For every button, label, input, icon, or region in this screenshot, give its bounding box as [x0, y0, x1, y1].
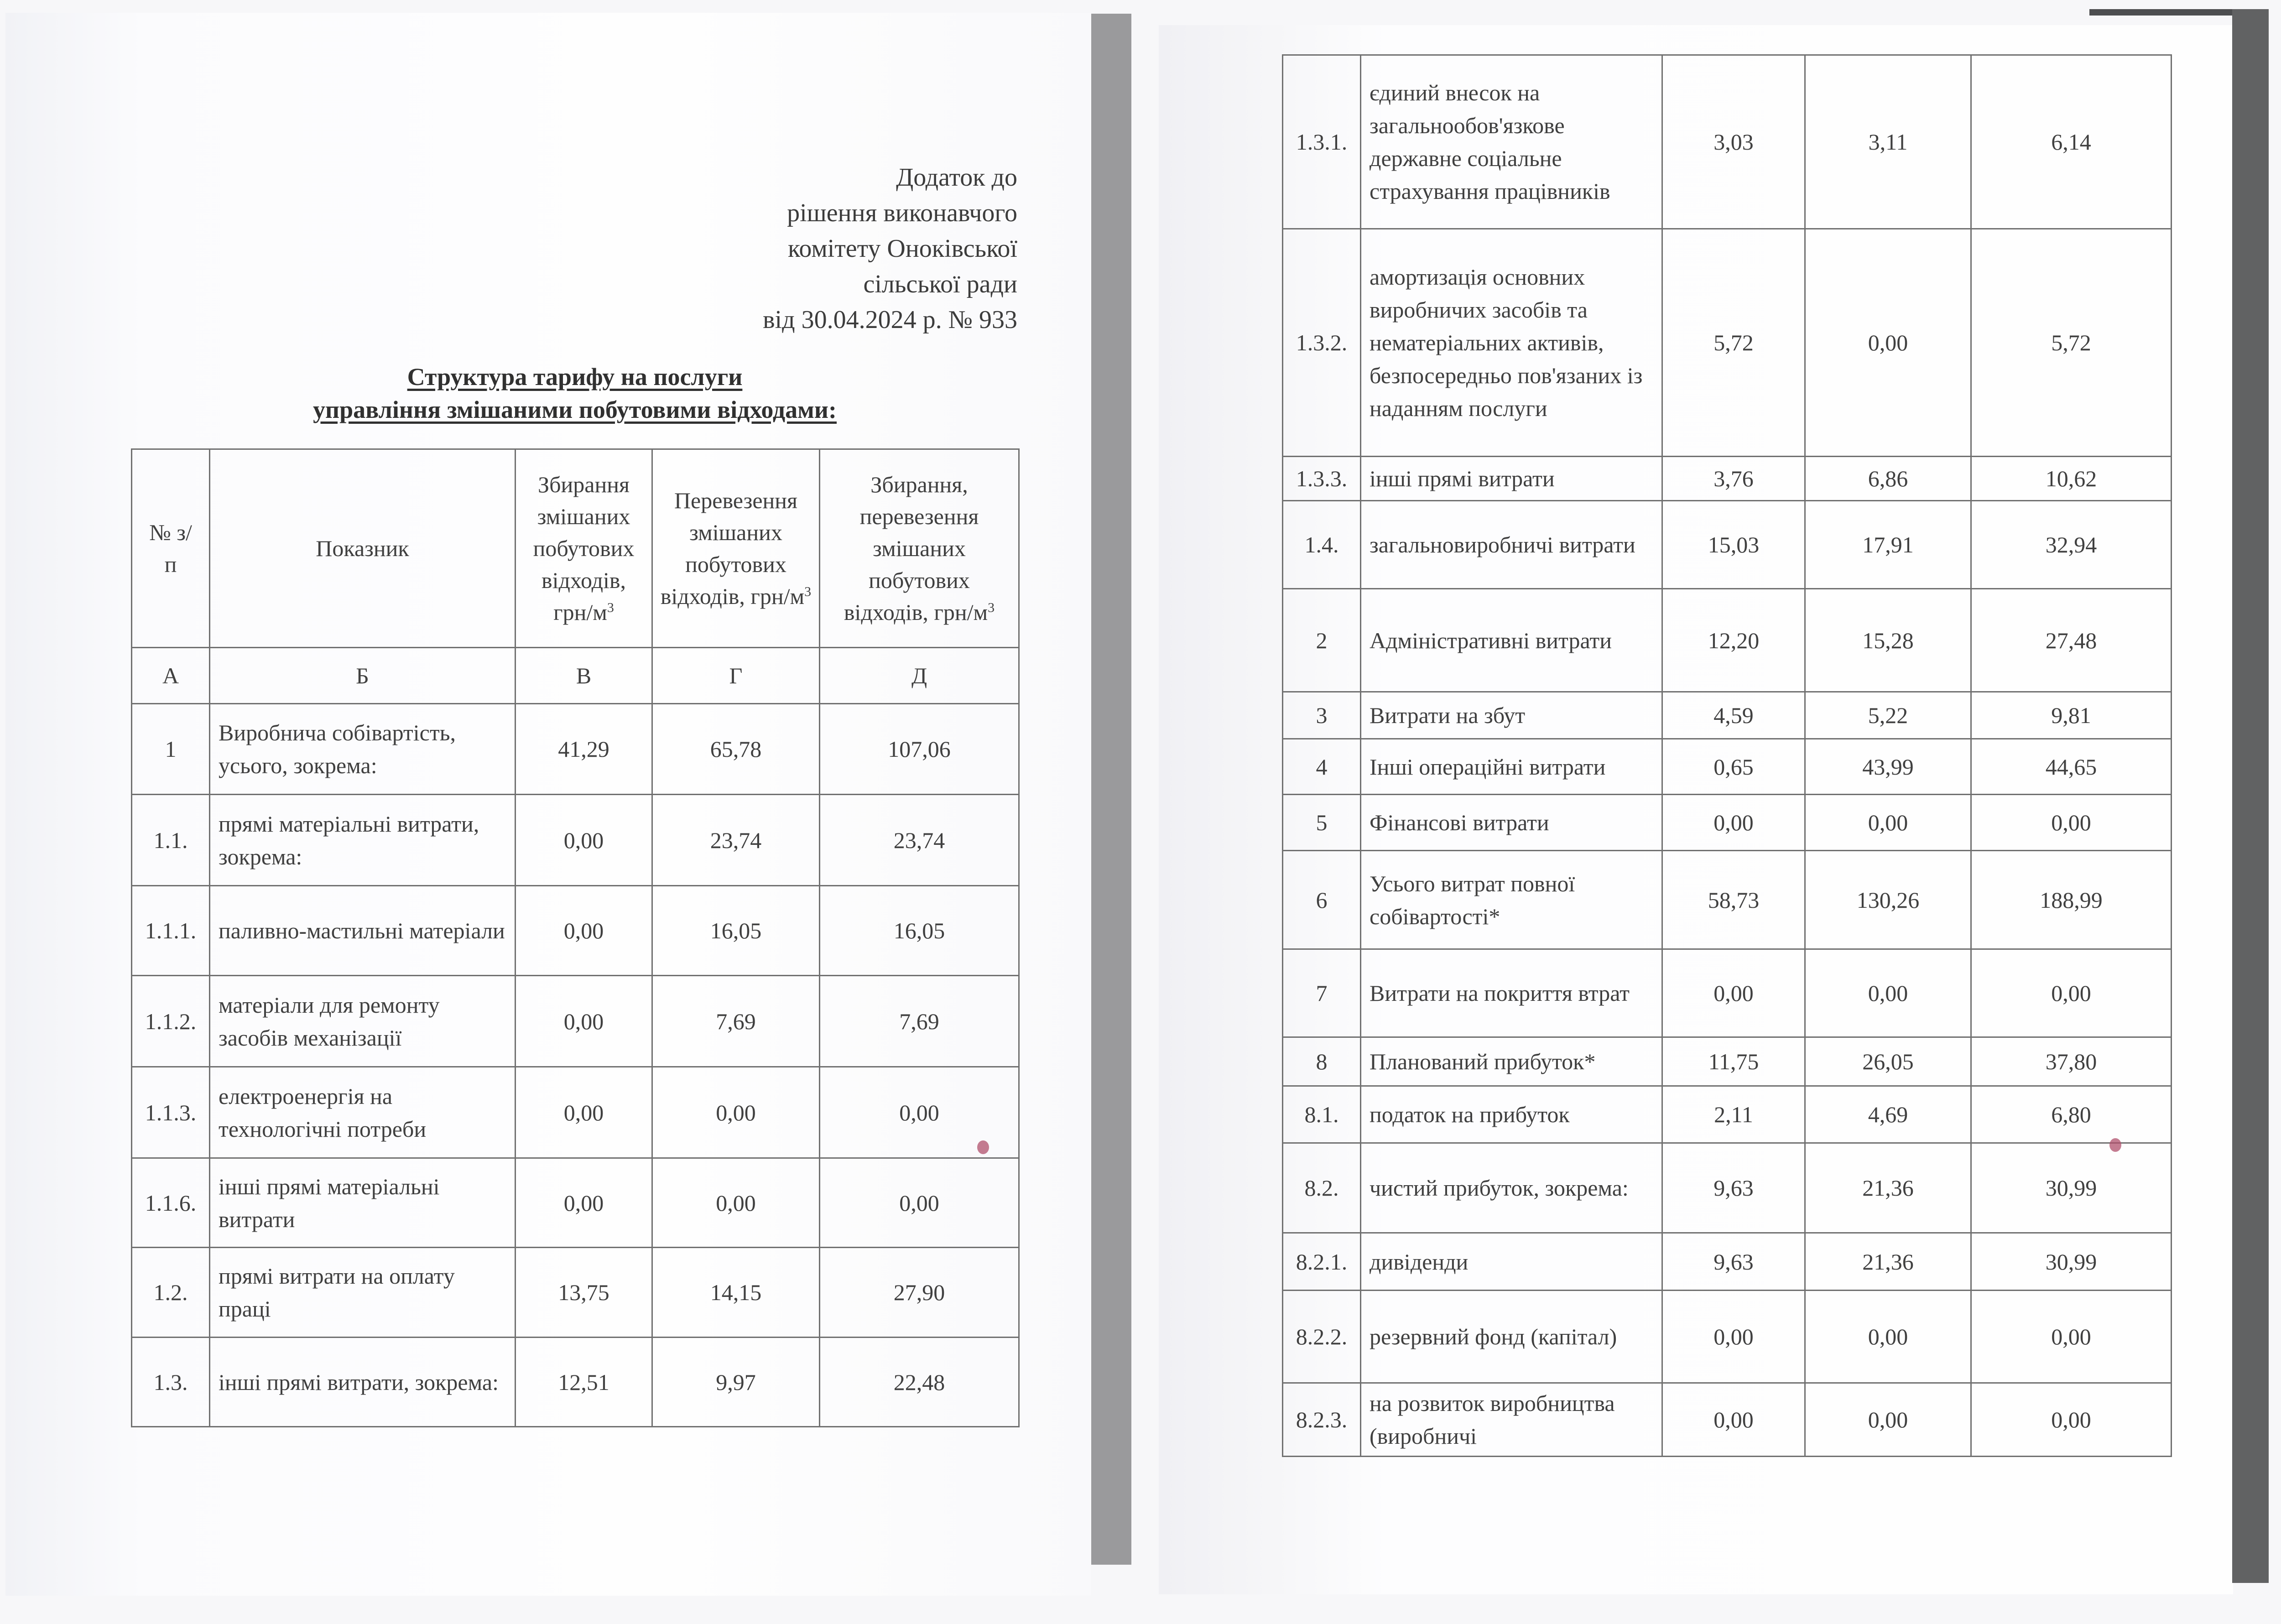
row-indicator: єдиний внесок на загальнообов'язкове державне соціальне страхування працівників [1361, 55, 1662, 229]
value-total: 0,00 [1971, 795, 2172, 851]
header-row [132, 449, 1019, 648]
value-total: 0,00 [820, 1158, 1019, 1248]
value-total: 5,72 [1971, 229, 2172, 457]
row-indicator: чистий прибуток, зокрема: [1361, 1143, 1662, 1233]
row-number: 1.2. [132, 1248, 210, 1338]
table-row [1283, 457, 2172, 501]
value-collection: 3,03 [1662, 55, 1805, 229]
value-collection: 12,20 [1662, 589, 1805, 692]
row-indicator: амортизація основних виробничих засобів та нематеріальних активів, безпосередньо пов'язаних із наданням послуги [1361, 229, 1662, 457]
value-total: 10,62 [1971, 457, 2172, 501]
value-collection: 4,59 [1662, 692, 1805, 739]
header-transportation: Перевезення змішаних побутових відходів, грн/$м^3$ [652, 449, 820, 648]
value-total: 37,80 [1971, 1037, 2172, 1086]
row-indicator: на розвиток виробництва (виробничі [1361, 1383, 1662, 1457]
row-number: 1.3.2. [1283, 229, 1361, 457]
row-indicator: Виробнича собівартість, усього, зокрема: [210, 704, 516, 795]
row-indicator: Фінансові витрати [1361, 795, 1662, 851]
value-total: 7,69 [820, 976, 1019, 1067]
table-row [1283, 949, 2172, 1037]
value-transportation: 7,69 [652, 976, 820, 1067]
row-number: 8.2.1. [1283, 1233, 1361, 1291]
row-number: 8.2.3. [1283, 1383, 1361, 1457]
value-total: 27,48 [1971, 589, 2172, 692]
table-row [1283, 692, 2172, 739]
value-transportation: 130,26 [1805, 851, 1971, 949]
row-indicator: інші прямі витрати [1361, 457, 1662, 501]
row-number: 8.2. [1283, 1143, 1361, 1233]
value-transportation: 0,00 [1805, 795, 1971, 851]
value-transportation: 0,00 [1805, 949, 1971, 1037]
value-collection: 0,00 [516, 795, 652, 886]
row-number: 8 [1283, 1037, 1361, 1086]
value-total: 0,00 [1971, 1291, 2172, 1383]
row-indicator: прямі матеріальні витрати, зокрема: [210, 795, 516, 886]
value-transportation: 43,99 [1805, 739, 1971, 795]
row-indicator: Усього витрат повної собівартості* [1361, 851, 1662, 949]
header-indicator: Показник [210, 449, 516, 648]
value-collection: 3,76 [1662, 457, 1805, 501]
table-row [132, 704, 1019, 795]
header-num: № з/п [132, 449, 210, 648]
value-total: 0,00 [1971, 1383, 2172, 1457]
table-row [1283, 1291, 2172, 1383]
value-transportation: 5,22 [1805, 692, 1971, 739]
value-total: 32,94 [1971, 501, 2172, 589]
value-transportation: 23,74 [652, 795, 820, 886]
row-indicator: прямі витрати на оплату праці [210, 1248, 516, 1338]
value-transportation: 6,86 [1805, 457, 1971, 501]
value-transportation: 26,05 [1805, 1037, 1971, 1086]
row-indicator: дивіденди [1361, 1233, 1662, 1291]
row-number: 2 [1283, 589, 1361, 692]
value-collection: 0,00 [1662, 1383, 1805, 1457]
row-number: 4 [1283, 739, 1361, 795]
row-indicator: інші прямі матеріальні витрати [210, 1158, 516, 1248]
table-row [1283, 1037, 2172, 1086]
row-indicator: електроенергія на технологічні потреби [210, 1067, 516, 1158]
value-total: 0,00 [1971, 949, 2172, 1037]
value-total: 188,99 [1971, 851, 2172, 949]
row-indicator: інші прямі витрати, зокрема: [210, 1338, 516, 1427]
value-collection: 12,51 [516, 1338, 652, 1427]
right-page-edge-shadow [2232, 9, 2269, 1583]
appendix-line: від 30.04.2024 р. № 933 [763, 306, 1017, 334]
value-total: 6,14 [1971, 55, 2172, 229]
value-total: 30,99 [1971, 1143, 2172, 1233]
document-title [255, 360, 894, 426]
value-collection: 0,00 [516, 1067, 652, 1158]
title-line-2: управління змішаними побутовими відходами: [312, 396, 837, 423]
value-collection: 9,63 [1662, 1143, 1805, 1233]
row-number: 6 [1283, 851, 1361, 949]
row-number: 1 [132, 704, 210, 795]
value-total: 107,06 [820, 704, 1019, 795]
value-transportation: 14,15 [652, 1248, 820, 1338]
table-row [1283, 501, 2172, 589]
table-row [132, 886, 1019, 976]
row-number: 1.3. [132, 1338, 210, 1427]
table-row [132, 795, 1019, 886]
column-letter: Г [652, 648, 820, 704]
row-indicator: Витрати на збут [1361, 692, 1662, 739]
table-row [1283, 795, 2172, 851]
title-line-1: Структура тарифу на послуги [407, 363, 743, 390]
value-collection: 5,72 [1662, 229, 1805, 457]
table-row [1283, 229, 2172, 457]
value-collection: 9,63 [1662, 1233, 1805, 1291]
row-number: 5 [1283, 795, 1361, 851]
row-indicator: Адміністративні витрати [1361, 589, 1662, 692]
value-transportation: 65,78 [652, 704, 820, 795]
row-indicator: паливно-мастильні матеріали [210, 886, 516, 976]
value-total: 22,48 [820, 1338, 1019, 1427]
value-collection: 2,11 [1662, 1086, 1805, 1143]
value-transportation: 0,00 [1805, 229, 1971, 457]
value-transportation: 0,00 [652, 1158, 820, 1248]
appendix-line: комітету Оноківської [788, 234, 1017, 263]
value-transportation: 0,00 [1805, 1383, 1971, 1457]
row-indicator: Інші операційні витрати [1361, 739, 1662, 795]
row-number: 1.3.3. [1283, 457, 1361, 501]
row-indicator: Планований прибуток* [1361, 1037, 1662, 1086]
value-collection: 0,00 [516, 886, 652, 976]
table-row [1283, 589, 2172, 692]
value-total: 30,99 [1971, 1233, 2172, 1291]
tariff-table-part-2 [1282, 54, 2172, 1457]
table-row [1283, 1086, 2172, 1143]
row-indicator: резервний фонд (капітал) [1361, 1291, 1662, 1383]
value-total: 16,05 [820, 886, 1019, 976]
value-collection: 0,00 [1662, 1291, 1805, 1383]
header-collection-transportation: Збирання, перевезення змішаних побутових відходів, грн/$м^3$ [820, 449, 1019, 648]
row-number: 1.1.1. [132, 886, 210, 976]
row-number: 7 [1283, 949, 1361, 1037]
value-total: 44,65 [1971, 739, 2172, 795]
value-transportation: 21,36 [1805, 1233, 1971, 1291]
value-transportation: 21,36 [1805, 1143, 1971, 1233]
value-transportation: 9,97 [652, 1338, 820, 1427]
value-collection: 0,00 [516, 1158, 652, 1248]
value-total: 27,90 [820, 1248, 1019, 1338]
row-number: 1.1.3. [132, 1067, 210, 1158]
row-number: 1.1.2. [132, 976, 210, 1067]
appendix-line: Додаток до [896, 163, 1017, 192]
table-row [1283, 851, 2172, 949]
row-number: 1.3.1. [1283, 55, 1361, 229]
table-row [132, 1067, 1019, 1158]
table-row [1283, 739, 2172, 795]
row-indicator: матеріали для ремонту засобів механізації [210, 976, 516, 1067]
table-row [1283, 1143, 2172, 1233]
value-collection: 0,00 [516, 976, 652, 1067]
value-collection: 15,03 [1662, 501, 1805, 589]
value-total: 23,74 [820, 795, 1019, 886]
value-collection: 0,65 [1662, 739, 1805, 795]
value-transportation: 4,69 [1805, 1086, 1971, 1143]
row-number: 1.1. [132, 795, 210, 886]
row-number: 8.2.2. [1283, 1291, 1361, 1383]
table-row [132, 1158, 1019, 1248]
value-total: 9,81 [1971, 692, 2172, 739]
column-letter: В [516, 648, 652, 704]
value-transportation: 17,91 [1805, 501, 1971, 589]
column-letter: Б [210, 648, 516, 704]
value-collection: 0,00 [1662, 949, 1805, 1037]
table-row [1283, 1383, 2172, 1457]
value-collection: 13,75 [516, 1248, 652, 1338]
row-number: 1.1.6. [132, 1158, 210, 1248]
appendix-line: рішення виконавчого [787, 199, 1017, 227]
row-indicator: податок на прибуток [1361, 1086, 1662, 1143]
value-total: 6,80 [1971, 1086, 2172, 1143]
appendix-line: сільської ради [863, 270, 1017, 298]
value-transportation: 3,11 [1805, 55, 1971, 229]
appendix-note [763, 160, 1017, 338]
table-row [132, 1248, 1019, 1338]
row-number: 8.1. [1283, 1086, 1361, 1143]
value-total: 0,00 [820, 1067, 1019, 1158]
value-transportation: 15,28 [1805, 589, 1971, 692]
value-collection: 58,73 [1662, 851, 1805, 949]
header-collection: Збирання змішаних побутових відходів, грн/$м^3$ [516, 449, 652, 648]
tariff-table-part-1 [131, 448, 1020, 1427]
value-collection: 41,29 [516, 704, 652, 795]
ink-stain [2109, 1138, 2121, 1152]
column-letter: А [132, 648, 210, 704]
column-letter-row [132, 648, 1019, 704]
table-row [132, 1338, 1019, 1427]
value-transportation: 16,05 [652, 886, 820, 976]
left-page-edge-shadow [1091, 14, 1131, 1565]
row-indicator: загальновиробничі витрати [1361, 501, 1662, 589]
ink-stain [977, 1140, 989, 1154]
row-indicator: Витрати на покриття втрат [1361, 949, 1662, 1037]
table-row [1283, 55, 2172, 229]
value-transportation: 0,00 [1805, 1291, 1971, 1383]
column-letter: Д [820, 648, 1019, 704]
table-row [1283, 1233, 2172, 1291]
row-number: 1.4. [1283, 501, 1361, 589]
row-number: 3 [1283, 692, 1361, 739]
value-collection: 11,75 [1662, 1037, 1805, 1086]
value-transportation: 0,00 [652, 1067, 820, 1158]
table-row [132, 976, 1019, 1067]
value-collection: 0,00 [1662, 795, 1805, 851]
